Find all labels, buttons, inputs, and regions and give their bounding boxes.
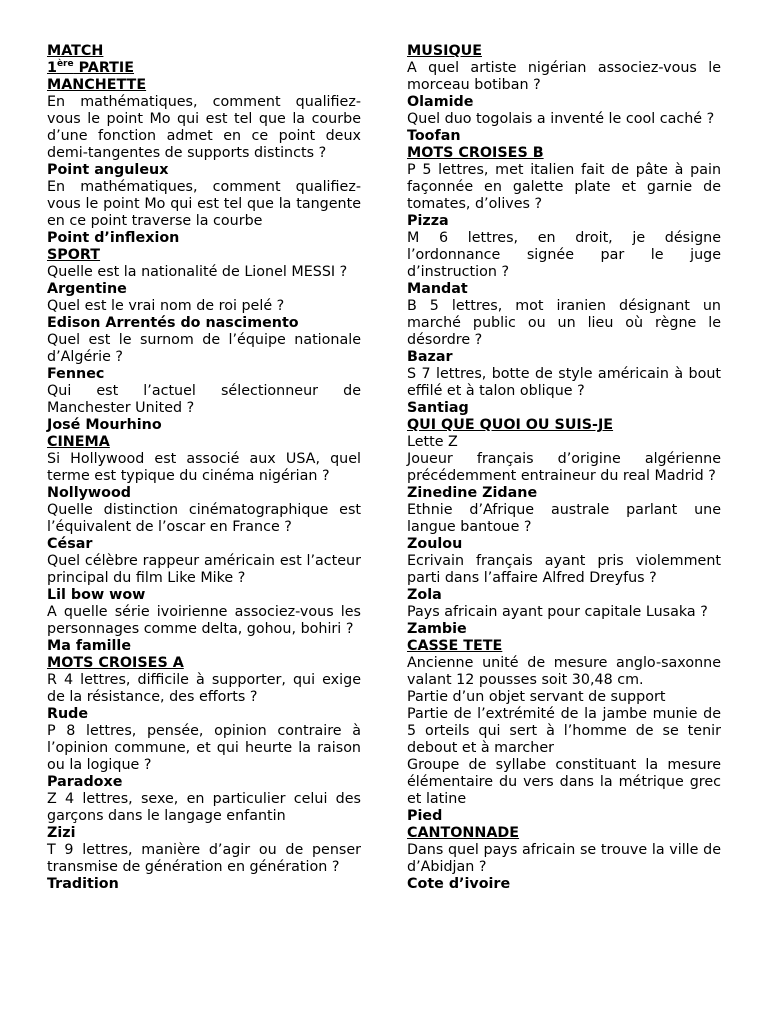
answer-text: Pied [407, 808, 443, 824]
answer-text: Olamide [407, 94, 474, 110]
question-text: Ecrivain français ayant pris violemment parti dans l’affaire Alfred Dreyfus ? [407, 553, 721, 586]
question-text: Dans quel pays africain se trouve la ville de d’Abidjan ? [407, 842, 721, 875]
answer-text: Zizi [47, 825, 76, 841]
answer-text: Zola [407, 587, 442, 603]
answer-text: Edison Arrentés do nascimento [47, 315, 299, 331]
question-text: T 9 lettres, manière d’agir ou de penser transmise de génération en génération ? [47, 842, 361, 875]
answer-text: Zinedine Zidane [407, 485, 538, 501]
answer-text: Point d’inflexion [47, 230, 180, 246]
section-heading: MATCH [47, 43, 104, 59]
section-heading: CANTONNADE [407, 825, 520, 841]
question-text: Partie d’un objet servant de support [407, 689, 666, 705]
answer-text: José Mourhino [47, 417, 162, 433]
section-heading: MOTS CROISES A [47, 655, 184, 671]
answer-text: Nollywood [47, 485, 131, 501]
answer-text: Ma famille [47, 638, 132, 654]
section-heading: MUSIQUE [407, 43, 482, 59]
answer-text: Point anguleux [47, 162, 169, 178]
answer-text: Rude [47, 706, 89, 722]
question-text: R 4 lettres, difficile à supporter, qui exige de la résistance, des efforts ? [47, 672, 361, 705]
question-text: B 5 lettres, mot iranien désignant un marché public ou un lieu où règne le désordre ? [407, 298, 721, 348]
section-heading: MOTS CROISES B [407, 145, 544, 161]
answer-text: Mandat [407, 281, 468, 297]
answer-text: Paradoxe [47, 774, 123, 790]
answer-text: Argentine [47, 281, 127, 297]
question-text: Quel célèbre rappeur américain est l’acteur principal du film Like Mike ? [47, 553, 361, 586]
answer-text: Zambie [407, 621, 467, 637]
question-text: A quelle série ivoirienne associez-vous les personnages comme delta, gohou, bohiri ? [47, 604, 361, 637]
question-text: Joueur français d’origine algérienne précédemment entraineur du real Madrid ? [407, 451, 721, 484]
question-text: En mathématiques, comment qualifiez-vous le point Mo qui est tel que la tangente en ce point traverse la courbe [47, 179, 361, 229]
question-text: A quel artiste nigérian associez-vous le morceau botiban ? [407, 60, 721, 93]
section-heading: CINEMA [47, 434, 110, 450]
answer-text: Santiag [407, 400, 469, 416]
section-heading: QUI QUE QUOI OU SUIS-JE [407, 417, 614, 433]
answer-text: Zoulou [407, 536, 463, 552]
answer-text: Tradition [47, 876, 119, 892]
question-text: M 6 lettres, en droit, je désigne l’ordonnance signée par le juge d’instruction ? [407, 230, 721, 280]
question-text: Quelle distinction cinématographique est l’équivalent de l’oscar en France ? [47, 502, 361, 535]
left-column [47, 43, 361, 893]
question-text: Quel est le surnom de l’équipe nationale d’Algérie ? [47, 332, 361, 365]
question-text: En mathématiques, comment qualifiez-vous le point Mo qui est tel que la courbe d’une fonction admet en ce point deux demi-tangentes de supports distincts ? [47, 94, 361, 161]
question-text: Pays africain ayant pour capitale Lusaka ? [407, 604, 708, 620]
answer-text: Cote d’ivoire [407, 876, 511, 892]
question-text: Z 4 lettres, sexe, en particulier celui des garçons dans le langage enfantin [47, 791, 361, 824]
question-text: Qui est l’actuel sélectionneur de Manchester United ? [47, 383, 361, 416]
question-text: P 8 lettres, pensée, opinion contraire à l’opinion commune, et qui heurte la raison ou la logique ? [47, 723, 361, 773]
answer-text: Fennec [47, 366, 105, 382]
section-heading: CASSE TETE [407, 638, 503, 654]
question-text: Si Hollywood est associé aux USA, quel terme est typique du cinéma nigérian ? [47, 451, 361, 484]
heading-superscript: ère [56, 59, 74, 69]
answer-text: Toofan [407, 128, 461, 144]
question-text: Quelle est la nationalité de Lionel MESSI ? [47, 264, 348, 280]
question-text: Ethnie d’Afrique australe parlant une langue bantoue ? [407, 502, 721, 535]
heading-number: 1 [47, 60, 57, 76]
question-text: Lette Z [407, 434, 458, 450]
section-heading: MANCHETTE [47, 77, 147, 93]
heading-text: PARTIE [73, 60, 135, 76]
right-column [407, 43, 721, 893]
question-text: Groupe de syllabe constituant la mesure élémentaire du vers dans la métrique grec et latine [407, 757, 721, 807]
question-text: Ancienne unité de mesure anglo-saxonne valant 12 pousses soit 30,48 cm. [407, 655, 721, 688]
question-text: P 5 lettres, met italien fait de pâte à pain façonnée en galette plate et garnie de tomates, d’olives ? [407, 162, 721, 212]
question-text: S 7 lettres, botte de style américain à bout effilé et à talon oblique ? [407, 366, 721, 399]
answer-text: Bazar [407, 349, 453, 365]
question-text: Quel est le vrai nom de roi pelé ? [47, 298, 285, 314]
answer-text: César [47, 536, 93, 552]
question-text: Quel duo togolais a inventé le cool caché ? [407, 111, 715, 127]
question-text: Partie de l’extrémité de la jambe munie de 5 orteils qui sert à l’homme de se tenir debout et à marcher [407, 706, 721, 756]
answer-text: Pizza [407, 213, 449, 229]
section-heading: SPORT [47, 247, 101, 263]
section-heading [47, 60, 361, 77]
answer-text: Lil bow wow [47, 587, 146, 603]
